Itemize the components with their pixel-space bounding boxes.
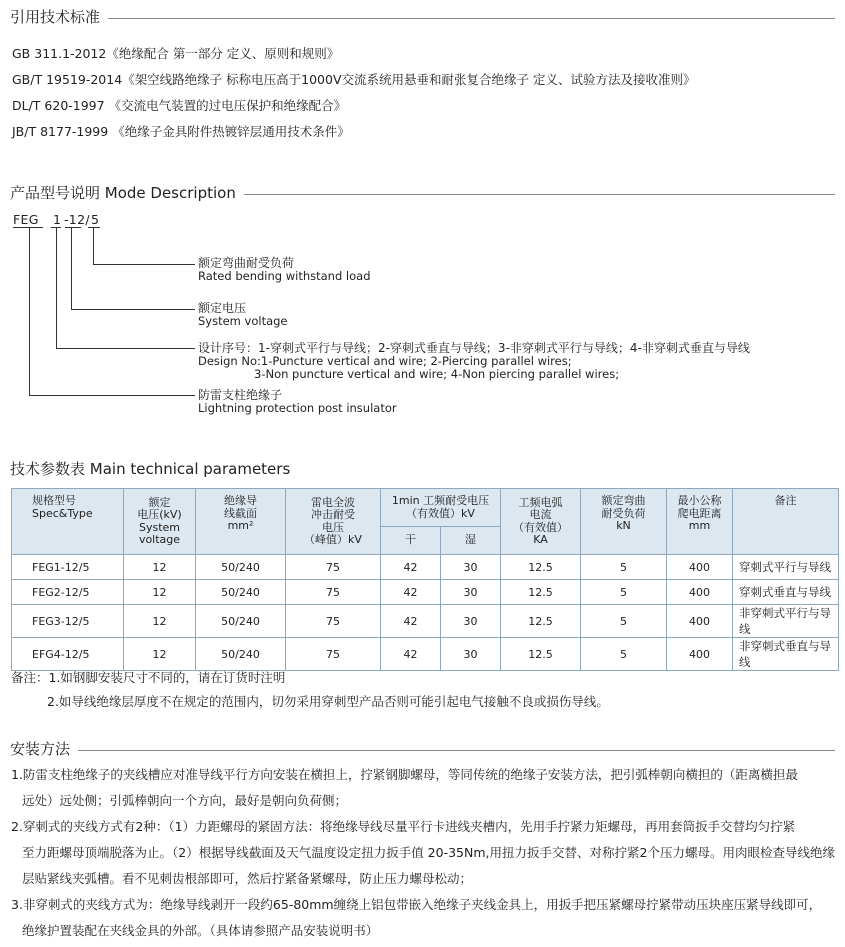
standard-item: GB/T 19519-2014《架空线路绝缘子 标称电压高于1000V交流系统用悬垂和耐张复合绝缘子 定义、试验方法及接收准则》 (12, 72, 696, 87)
header-wet: 湿 (441, 527, 501, 555)
desc-voltage-zh: 额定电压 (198, 301, 247, 315)
divider (244, 194, 835, 195)
desc-load-zh: 额定弯曲耐受负荷 (198, 256, 295, 270)
header-dry: 干 (381, 527, 441, 555)
standard-item: GB 311.1-2012《绝缘配合 第一部分 定义、原则和规则》 (12, 46, 340, 61)
code-part-type: FEG (13, 212, 39, 227)
desc-load-en: Rated bending withstand load (198, 269, 371, 283)
note-2: 2.如导线绝缘层厚度不在规定的范围内，切勿采用穿刺型产品否则可能引起电气接触不良或损伤导线。 (47, 694, 609, 709)
desc-design-en2: 3-Non puncture vertical and wire; 4-Non piercing parallel wires; (254, 367, 620, 381)
code-part-design: 1 (53, 212, 62, 227)
code-part-load: 5 (91, 212, 100, 227)
header-freq: 1min 工频耐受电压 （有效值）kV (381, 489, 501, 527)
divider (78, 750, 835, 751)
params-table (11, 488, 839, 671)
header-spec: 规格型号 Spec&Type (12, 489, 124, 555)
table-row: FEG1-12/5 12 50/240 75 42 30 12.5 5 400 穿刺式平行与导线 (12, 555, 839, 580)
leader-line (29, 227, 195, 396)
table-row: FEG3-12/5 12 50/240 75 42 30 12.5 5 400 非穿刺式平行与导线 (12, 605, 839, 638)
header-creep: 最小公称 爬电距离 mm (667, 489, 733, 555)
desc-type (198, 389, 397, 415)
standards-title: 引用技术标准 (10, 7, 101, 26)
desc-type-en: Lightning protection post insulator (198, 401, 397, 415)
install-header (10, 736, 835, 760)
install-step-3: 3.非穿刺式的夹线方式为：绝缘导线剥开一段约65-80mm缠绕上铝包带嵌入绝缘子夹线金具上，用扳手把压紧螺母拧紧带动压块座压紧导线即可， 绝缘护置装配在夹线金具的外部。（具体请参照产品安装说明书） (11, 897, 822, 938)
note-1: 备注：1.如钢脚安装尺寸不同的，请在订货时注明 (11, 670, 286, 685)
install-step-2: 2.穿刺式的夹线方式有2种：（1）力距螺母的紧固方法：将绝缘导线尽量平行卡进线夹槽内，先用手拧紧力矩螺母，再用套筒扳手交替均匀拧紧 至力距螺母顶端脱落为止。（2）根据导线截面及天气温度设定扭力扳手值 20-35Nm,用扭力扳手交替、对称拧紧2个压力螺母。用肉眼检查导线绝缘层贴紧线夹弧槽。看不见刺齿根部即可，然后拧紧备紧螺母，防止压力螺母松动； (11, 819, 835, 886)
model-header (10, 180, 835, 204)
desc-voltage-en: System voltage (198, 314, 288, 328)
desc-load (198, 257, 371, 283)
params-header (10, 456, 298, 480)
desc-type-zh: 防雷支柱绝缘子 (198, 388, 283, 402)
code-part-voltage: -12/ (64, 212, 90, 227)
header-impulse: 雷电全波 冲击耐受 电压 （峰值）kV (286, 489, 381, 555)
header-arc: 工频电弧 电流 （有效值） KA (501, 489, 581, 555)
table-row: FEG2-12/5 12 50/240 75 42 30 12.5 5 400 穿刺式垂直与导线 (12, 580, 839, 605)
install-title: 安装方法 (10, 739, 71, 758)
divider (108, 18, 835, 19)
desc-design-zh: 设计序号：1-穿刺式平行与导线；2-穿刺式垂直与导线；3-非穿刺式平行与导线；4-非穿刺式垂直与导线 (198, 341, 750, 355)
desc-design-en: Design No:1-Puncture vertical and wire; 2-Piercing parallel wires; (198, 354, 572, 368)
table-row: EFG4-12/5 12 50/240 75 42 30 12.5 5 400 非穿刺式垂直与导线 (12, 638, 839, 671)
header-remark: 备注 (733, 489, 839, 555)
header-bending: 额定弯曲 耐受负荷 kN (581, 489, 667, 555)
standard-item: JB/T 8177-1999 《绝缘子金具附件热镀锌层通用技术条件》 (12, 124, 350, 139)
install-step-1: 1.防雷支柱绝缘子的夹线槽应对准导线平行方向安装在横担上，拧紧钢脚螺母，等同传统的绝缘子安装方法，把引弧棒朝向横担的（距离横担最 远处）远处侧；引弧棒朝向一个方向，最好是朝向负荷侧； (11, 767, 798, 808)
header-voltage: 额定 电压(kV) System voltage (124, 489, 196, 555)
model-title: 产品型号说明 Mode Description (10, 183, 236, 202)
desc-voltage (198, 302, 288, 328)
standard-item: DL/T 620-1997 《交流电气装置的过电压保护和绝缘配合》 (12, 98, 347, 113)
params-title: 技术参数表 Main technical parameters (10, 459, 291, 478)
header-section: 绝缘导 线截面 mm² (196, 489, 286, 555)
standards-header (10, 4, 835, 28)
desc-design (198, 342, 750, 381)
